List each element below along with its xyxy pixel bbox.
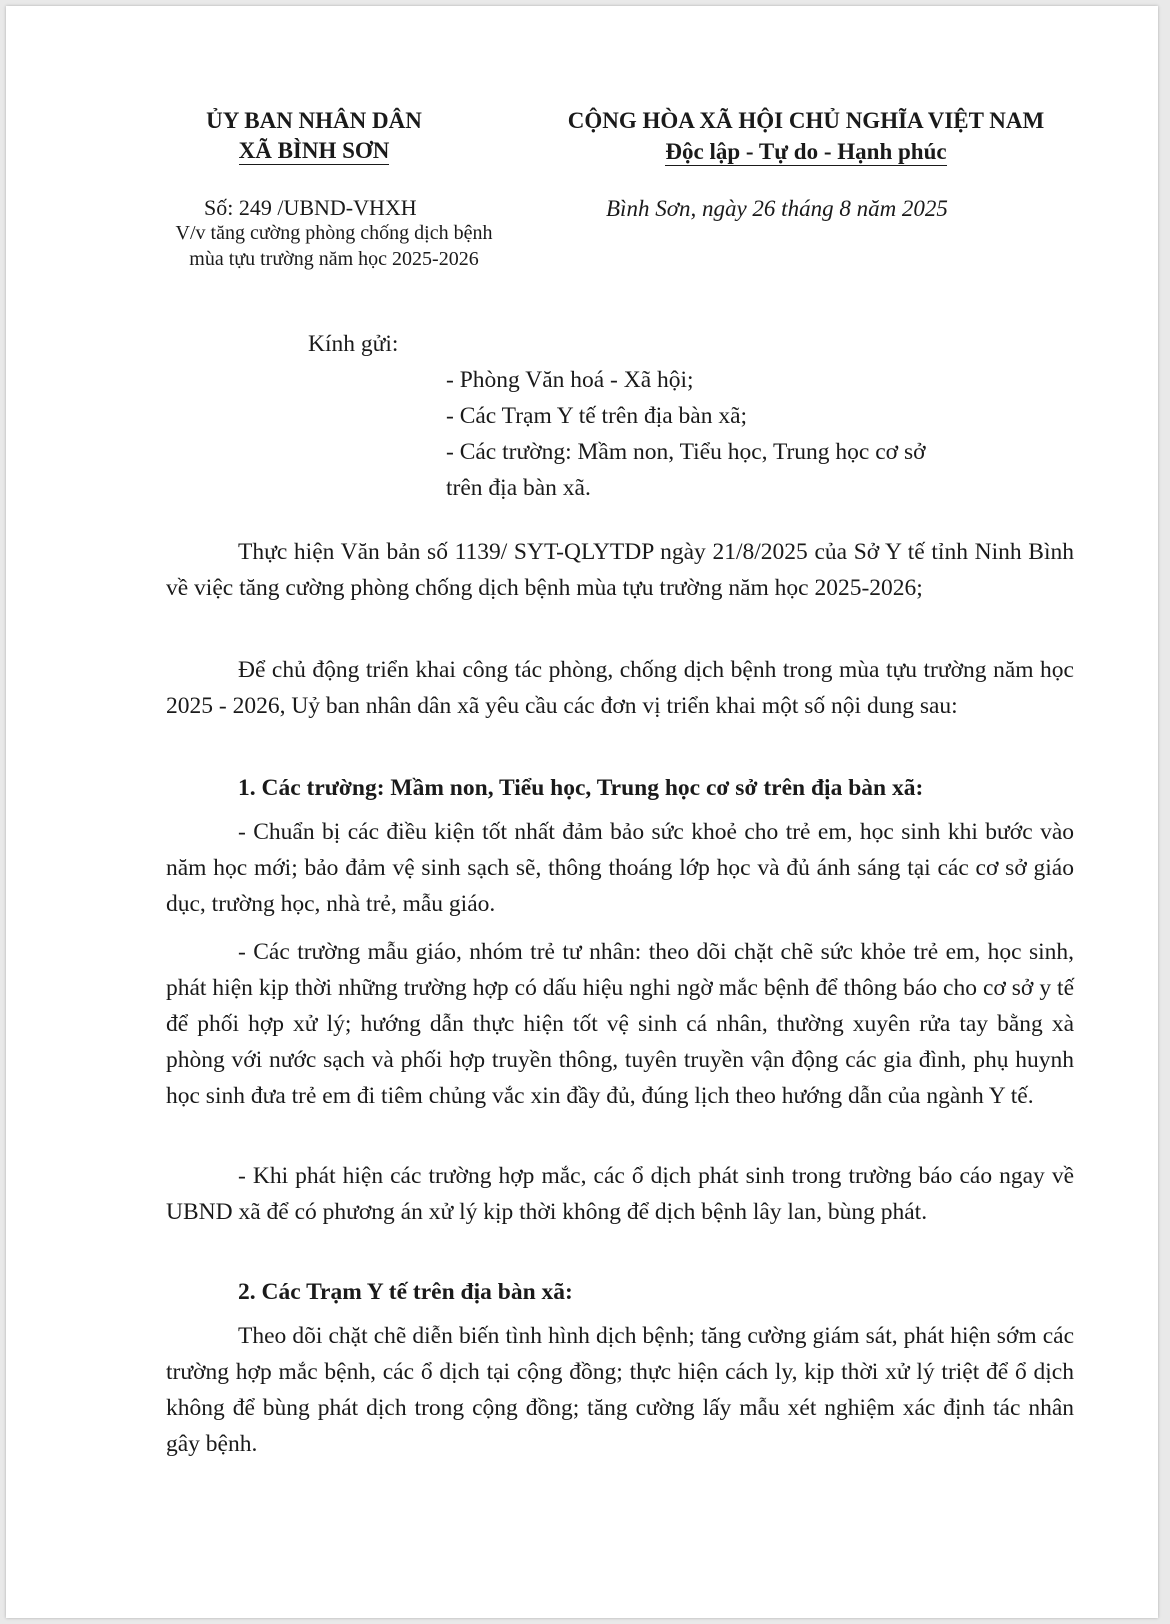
subject-line1: V/v tăng cường phòng chống dịch bệnh bbox=[175, 222, 493, 244]
section2-paragraph: Theo dõi chặt chẽ diễn biến tình hình dịch bệnh; tăng cường giám sát, phát hiện sớm các trường hợp mắc bệnh, các ổ dịch tại cộng đồng; thực hiện cách ly, kịp thời xử lý triệt để ổ dịch không để bùng phát dịch trong cộng đồng; tăng cường lấy mẫu xét nghiệm xác định tác nhân gây bệnh. bbox=[166, 1323, 1074, 1457]
subject-line2: mùa tựu trường năm học 2025-2026 bbox=[189, 248, 479, 270]
section1-paragraph: - Khi phát hiện các trường hợp mắc, các ổ dịch phát sinh trong trường báo cáo ngay về UBND xã để có phương án xử lý kịp thời không để dịch bệnh lây lan, bùng phát. bbox=[166, 1163, 1074, 1225]
recipient-item: - Các trường: Mầm non, Tiểu học, Trung học cơ sở bbox=[446, 439, 926, 465]
issuer-line2 bbox=[154, 136, 474, 166]
section2-heading: 2. Các Trạm Y tế trên địa bàn xã: bbox=[238, 1279, 573, 1305]
recipient-item: - Phòng Văn hoá - Xã hội; bbox=[446, 367, 694, 393]
issuer-name: XÃ BÌNH SƠN bbox=[238, 138, 390, 163]
section1-heading: 1. Các trường: Mầm non, Tiểu học, Trung học cơ sở trên địa bàn xã: bbox=[238, 775, 924, 801]
issuer-line1: ỦY BAN NHÂN DÂN bbox=[206, 108, 422, 133]
document-page bbox=[6, 6, 1158, 1618]
recipient-item: - Các Trạm Y tế trên địa bàn xã; bbox=[446, 403, 748, 429]
national-title: CỘNG HÒA XÃ HỘI CHỦ NGHĨA VIỆT NAM bbox=[567, 108, 1045, 133]
intro-paragraph: Thực hiện Văn bản số 1139/ SYT-QLYTDP ngày 21/8/2025 của Sở Y tế tỉnh Ninh Bình về việc tăng cường phòng chống dịch bệnh mùa tựu trường năm học 2025-2026; bbox=[166, 539, 1074, 601]
document-number: Số: 249 /UBND-VHXH bbox=[204, 195, 417, 220]
section1-paragraph: - Các trường mẫu giáo, nhóm trẻ tư nhân: theo dõi chặt chẽ sức khỏe trẻ em, học sinh, phát hiện kịp thời những trường hợp có dấu hiệu nghi ngờ mắc bệnh để thông báo cho cơ sở y tế để phối hợp xử lý; hướng dẫn thực hiện tốt vệ sinh cá nhân, thường xuyên rửa tay bằng xà phòng với nước sạch và phối hợp truyền thông, tuyên truyền vận động các gia đình, phụ huynh học sinh đưa trẻ em đi tiêm chủng vắc xin đầy đủ, đúng lịch theo hướng dẫn của ngành Y tế. bbox=[166, 939, 1074, 1109]
national-motto-line bbox=[526, 137, 1086, 167]
national-motto: Độc lập - Tự do - Hạnh phúc bbox=[665, 139, 947, 164]
section1-paragraph: - Chuẩn bị các điều kiện tốt nhất đảm bảo sức khoẻ cho trẻ em, học sinh khi bước vào năm học mới; bảo đảm vệ sinh sạch sẽ, thông thoáng lớp học và đủ ánh sáng tại các cơ sở giáo dục, trường học, nhà trẻ, mẫu giáo. bbox=[166, 819, 1074, 917]
recipient-item: trên địa bàn xã. bbox=[446, 475, 591, 501]
document-date: Bình Sơn, ngày 26 tháng 8 năm 2025 bbox=[606, 196, 948, 221]
purpose-paragraph: Để chủ động triển khai công tác phòng, chống dịch bệnh trong mùa tựu trường năm học 2025 - 2026, Uỷ ban nhân dân xã yêu cầu các đơn vị triển khai một số nội dung sau: bbox=[166, 657, 1074, 719]
greeting: Kính gửi: bbox=[308, 331, 399, 357]
